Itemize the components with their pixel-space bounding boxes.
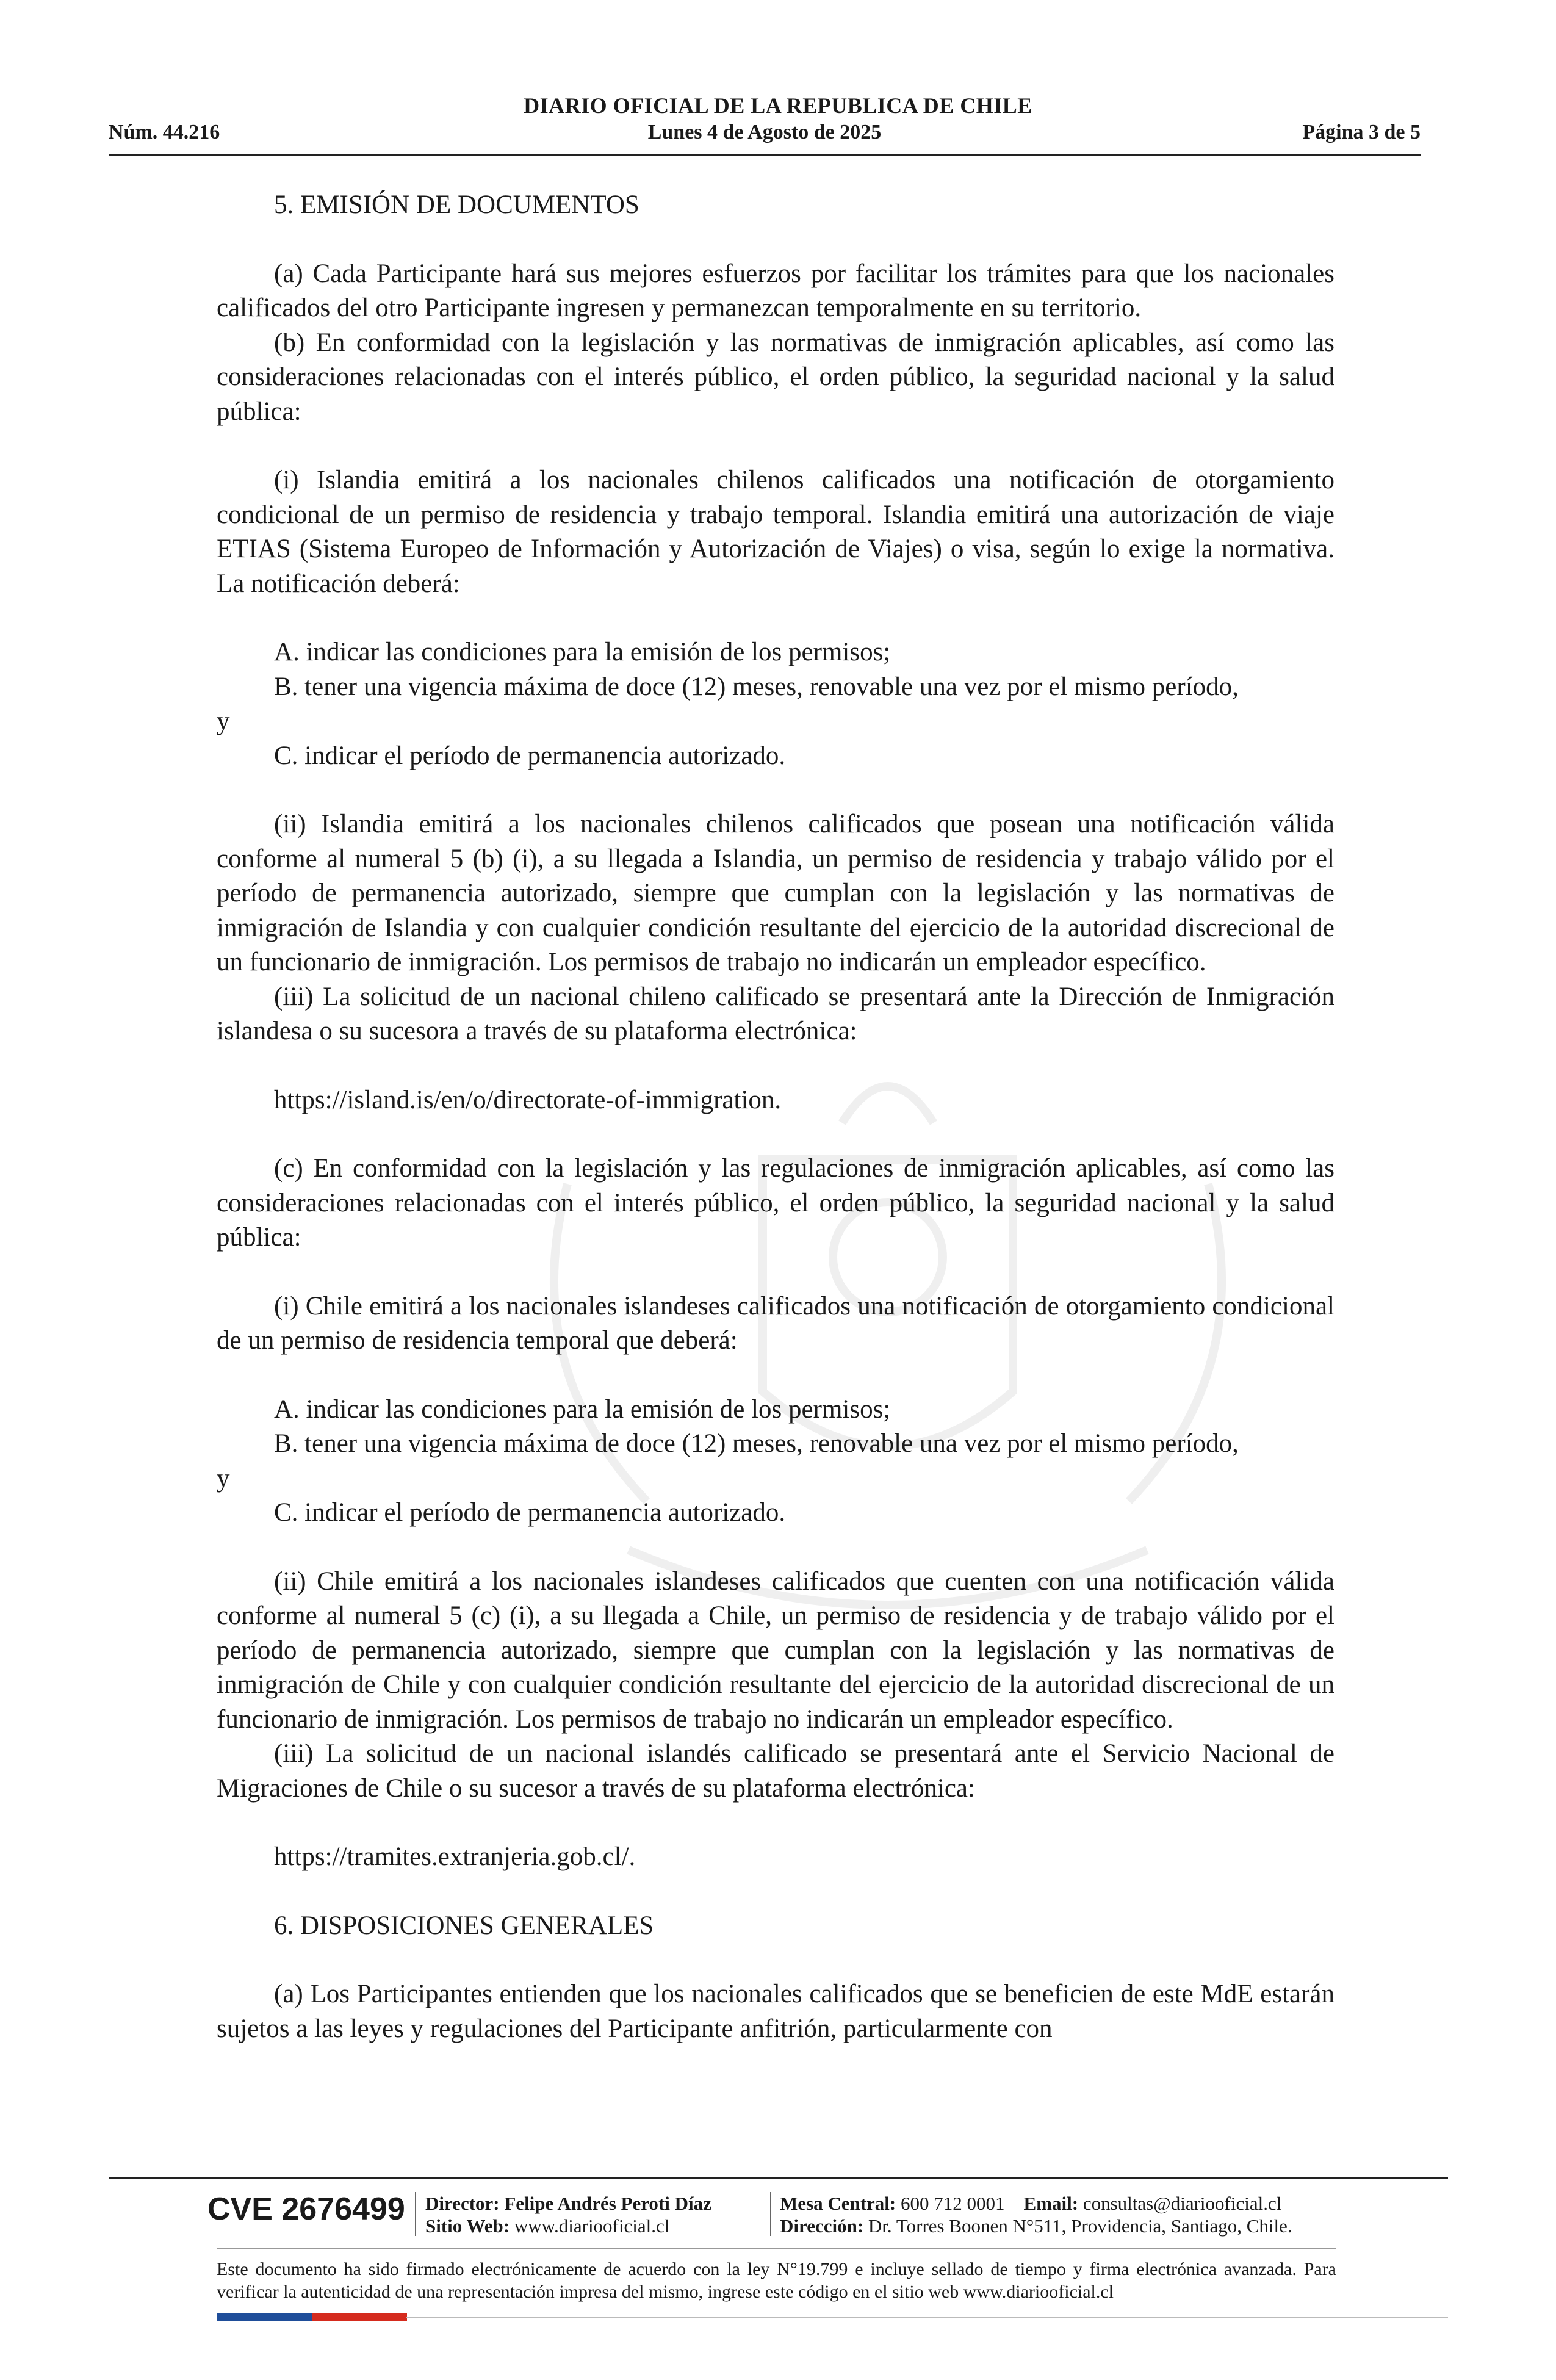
- footer-contact-block: [780, 2192, 1292, 2237]
- item-5c-A: A. indicar las condiciones para la emisión de los permisos;: [274, 1394, 891, 1424]
- header-divider: [109, 154, 1421, 156]
- paragraph-6a: (a) Los Participantes entienden que los nacionales calificados que se beneficien de este MdE estarán sujetos a las leyes y regulaciones del Participante anfitrión, particularmente con: [217, 1980, 1334, 2043]
- paragraph-5b-iii: (iii) La solicitud de un nacional chileno calificado se presentará ante la Dirección de Inmigración islandesa o su sucesora a través de su plataforma electrónica:: [217, 982, 1334, 1045]
- issue-date: Lunes 4 de Agosto de 2025: [647, 121, 882, 143]
- director-name: Felipe Andrés Peroti Díaz: [504, 2193, 711, 2214]
- email-link[interactable]: consultas@diariooficial.cl: [1082, 2193, 1282, 2214]
- issue-number: Núm. 44.216: [109, 121, 220, 143]
- paragraph-5c-ii: (ii) Chile emitirá a los nacionales islandeses calificados que cuenten con una notificación válida conforme al numeral 5 (c) (i), a su llegada a Chile, un permiso de residencia y de trabajo válido por el período de permanencia autorizado, siempre que cumplan con la legislación y las normativas de inmigración de Chile y con cualquier condición resultante del ejercicio de la autoridad discrecional de un funcionario de inmigración. Los permisos de trabajo no indicarán un empleador específico.: [217, 1567, 1334, 1734]
- footer-separator: [770, 2192, 771, 2236]
- address-value: Dr. Torres Boonen N°511, Providencia, Santiago, Chile.: [868, 2215, 1292, 2237]
- section-6-heading: 6. DISPOSICIONES GENERALES: [274, 1911, 654, 1940]
- section-5-heading: 5. EMISIÓN DE DOCUMENTOS: [274, 190, 639, 219]
- mesa-central-label: Mesa Central:: [780, 2193, 896, 2214]
- header-row: [109, 121, 1421, 151]
- paragraph-5b-i: (i) Islandia emitirá a los nacionales chilenos calificados una notificación de otorgamiento condicional de un permiso de residencia y trabajo temporal. Islandia emitirá una autorización de viaje ETIAS (Sistema Europeo de Información y Autorización de Viajes) o visa, según lo exige la normativa. La notificación deberá:: [217, 466, 1334, 598]
- address-label: Dirección:: [780, 2215, 864, 2237]
- flag-stripe-blue: [217, 2313, 312, 2321]
- paragraph-5c-iii: (iii) La solicitud de un nacional islandés calificado se presentará ante el Servicio Nacional de Migraciones de Chile o su sucesor a través de su plataforma electrónica:: [217, 1739, 1334, 1803]
- gazette-title: DIARIO OFICIAL DE LA REPUBLICA DE CHILE: [524, 93, 1032, 118]
- paragraph-5c: (c) En conformidad con la legislación y las regulaciones de inmigración aplicables, así como las consideraciones relacionadas con el interés público, el orden público, la seguridad nacional y la salud pública:: [217, 1154, 1334, 1252]
- item-5c-conjunction: y: [217, 1463, 230, 1493]
- paragraph-5b-ii: (ii) Islandia emitirá a los nacionales chilenos calificados que posean una notificación válida conforme al numeral 5 (b) (i), a su llegada a Islandia, un permiso de residencia y trabajo válido por el período de permanencia autorizado, siempre que cumplan con la legislación y las normativas de inmigración de Islandia y con cualquier condición resultante del ejercicio de la autoridad discrecional de un funcionario de inmigración. Los permisos de trabajo no indicarán un empleador específico.: [217, 810, 1334, 976]
- url-chile-migraciones: https://tramites.extranjeria.gob.cl/.: [274, 1842, 636, 1871]
- website-label: Sitio Web:: [425, 2215, 510, 2237]
- item-5c-C: C. indicar el período de permanencia autorizado.: [274, 1498, 786, 1527]
- paragraph-5b: (b) En conformidad con la legislación y las normativas de inmigración aplicables, así como las consideraciones relacionadas con el interés público, el orden público, la seguridad nacional y la salud pública:: [217, 328, 1334, 426]
- item-5b-A: A. indicar las condiciones para la emisión de los permisos;: [274, 638, 891, 666]
- item-5c-B: B. tener una vigencia máxima de doce (12) meses, renovable una vez por el mismo período,: [274, 1429, 1239, 1458]
- item-5b-B: B. tener una vigencia máxima de doce (12) meses, renovable una vez por el mismo período,: [274, 672, 1239, 701]
- director-label: Director:: [425, 2193, 500, 2214]
- url-iceland-immigration: https://island.is/en/o/directorate-of-immigration.: [274, 1085, 782, 1114]
- document-body: [217, 188, 1334, 2046]
- cve-code: CVE 2676499: [207, 2191, 405, 2227]
- footer-divider-bottom: [406, 2317, 1448, 2318]
- paragraph-5c-i: (i) Chile emitirá a los nacionales islandeses calificados una notificación de otorgamiento condicional de un permiso de residencia temporal que deberá:: [217, 1291, 1334, 1355]
- item-5b-conjunction: y: [217, 707, 230, 735]
- flag-stripe-red: [312, 2313, 407, 2321]
- website-link[interactable]: www.diariooficial.cl: [514, 2215, 670, 2237]
- footer-divider-top: [109, 2177, 1448, 2179]
- paragraph-5a: (a) Cada Participante hará sus mejores esfuerzos por facilitar los trámites para que los nacionales calificados del otro Participante ingresen y permanezcan temporalmente en su territorio.: [217, 259, 1334, 322]
- footer-director-block: [425, 2192, 711, 2237]
- footer-divider-mid: [217, 2248, 1336, 2249]
- email-label: Email:: [1023, 2193, 1079, 2214]
- footer-separator: [415, 2192, 416, 2236]
- electronic-signature-notice: Este documento ha sido firmado electrónicamente de acuerdo con la ley N°19.799 e incluye sellado de tiempo y firma electrónica avanzada. Para verificar la autenticidad de una representación impresa del mismo, ingrese este código en el sitio web www.diariooficial.cl: [217, 2259, 1336, 2302]
- mesa-central-phone: 600 712 0001: [901, 2193, 1005, 2214]
- item-5b-C: C. indicar el período de permanencia autorizado.: [274, 741, 786, 770]
- page-number: Página 3 de 5: [1302, 121, 1421, 143]
